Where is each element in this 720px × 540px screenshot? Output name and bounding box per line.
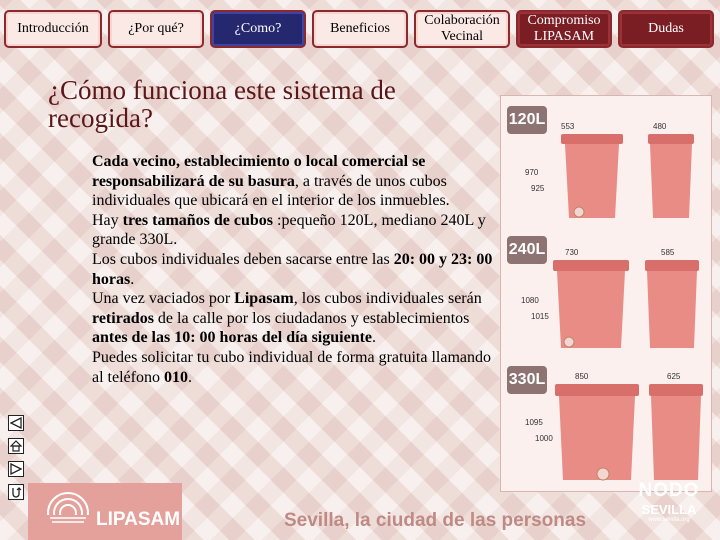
bin-240l [501,230,711,352]
bin-height-b: 1015 [531,312,549,321]
lipasam-logo-mark [46,491,90,535]
bin-height-a: 1095 [525,418,543,427]
body-text [92,152,502,387]
nodo-url: www.sevilla.org [648,517,690,523]
text: Una vez vaciados por [92,290,235,308]
tab-por-que[interactable]: ¿Por qué? [108,10,204,48]
text: , los cubos individuales serán [293,290,482,308]
bin-240l-illustration [549,256,704,352]
text: , a través de unos cubos individuales que ubicará en el interior de los inmuebles. [92,172,450,210]
nodo-sevilla-logo [624,480,714,523]
bin-width-front: 553 [561,122,575,131]
bin-120l [501,100,711,222]
text-bold: 010 [163,368,188,386]
tab-introduccion[interactable]: Introducción [4,10,102,48]
tab-como[interactable]: ¿Como? [210,10,306,48]
text: Puedes solicitar tu cubo individual de forma gratuita llamando al teléfono [92,348,492,386]
text: Los cubos individuales deben sacarse entre las [92,250,394,268]
bin-size-badge: 120L [507,106,547,134]
nodo-city: SEVILLA [641,502,697,517]
home-icon[interactable] [8,438,24,454]
paragraph-4 [92,289,502,348]
text: . [372,329,377,347]
paragraph-3 [92,250,502,289]
bin-height-a: 1080 [521,296,539,305]
bin-width-front: 850 [575,372,589,381]
bin-width-side: 585 [661,248,675,257]
text: Hay [92,211,123,229]
paragraph-1 [92,152,502,211]
previous-icon[interactable] [8,415,24,431]
bin-330l [501,360,711,482]
tab-beneficios[interactable]: Beneficios [312,10,408,48]
bin-width-side: 625 [667,372,681,381]
text: . [187,368,192,386]
tab-colaboracion-vecinal[interactable]: Colaboración Vecinal [414,10,510,48]
bin-size-badge: 240L [507,236,547,264]
text-bold: Lipasam [234,290,294,308]
bin-120l-illustration [553,130,703,222]
lipasam-logo-text: LIPASAM [96,509,181,530]
text-bold: tres tamaños de cubos [122,211,274,229]
bin-width-side: 480 [653,122,667,131]
text: . [130,270,135,288]
bin-width-front: 730 [565,248,579,257]
bin-sizes-panel [500,95,712,492]
page-title: ¿Cómo funciona este sistema de recogida? [48,75,396,133]
text-bold: 20: 00 y 23: 00 horas [92,250,493,288]
footer [0,480,720,540]
paragraph-2 [92,211,502,250]
bin-330l-illustration [551,380,706,486]
lipasam-logo [28,483,182,540]
bin-height-b: 1000 [535,434,553,443]
footer-slogan: Sevilla, la ciudad de las personas [284,510,587,531]
text: de la calle por los ciudadanos y establecimientos [153,309,470,327]
bin-size-badge: 330L [507,366,547,394]
bin-height-b: 925 [531,184,545,193]
text-bold: antes de las 10: 00 horas del día siguiente [92,329,373,347]
nodo-brand: NODO [638,480,700,501]
text-bold: retirados [92,309,154,327]
tab-dudas[interactable]: Dudas [618,10,714,48]
text-bold: Cada vecino, establecimiento o local comercial se responsabilizará de su basura [92,153,426,190]
tab-compromiso-lipasam[interactable]: Compromiso LIPASAM [516,10,612,48]
next-icon[interactable] [8,461,24,477]
bin-height-a: 970 [525,168,539,177]
paragraph-5 [92,348,502,387]
text: :pequeño 120L, mediano 240L y grande 330L. [92,211,486,249]
top-navigation [0,0,720,52]
